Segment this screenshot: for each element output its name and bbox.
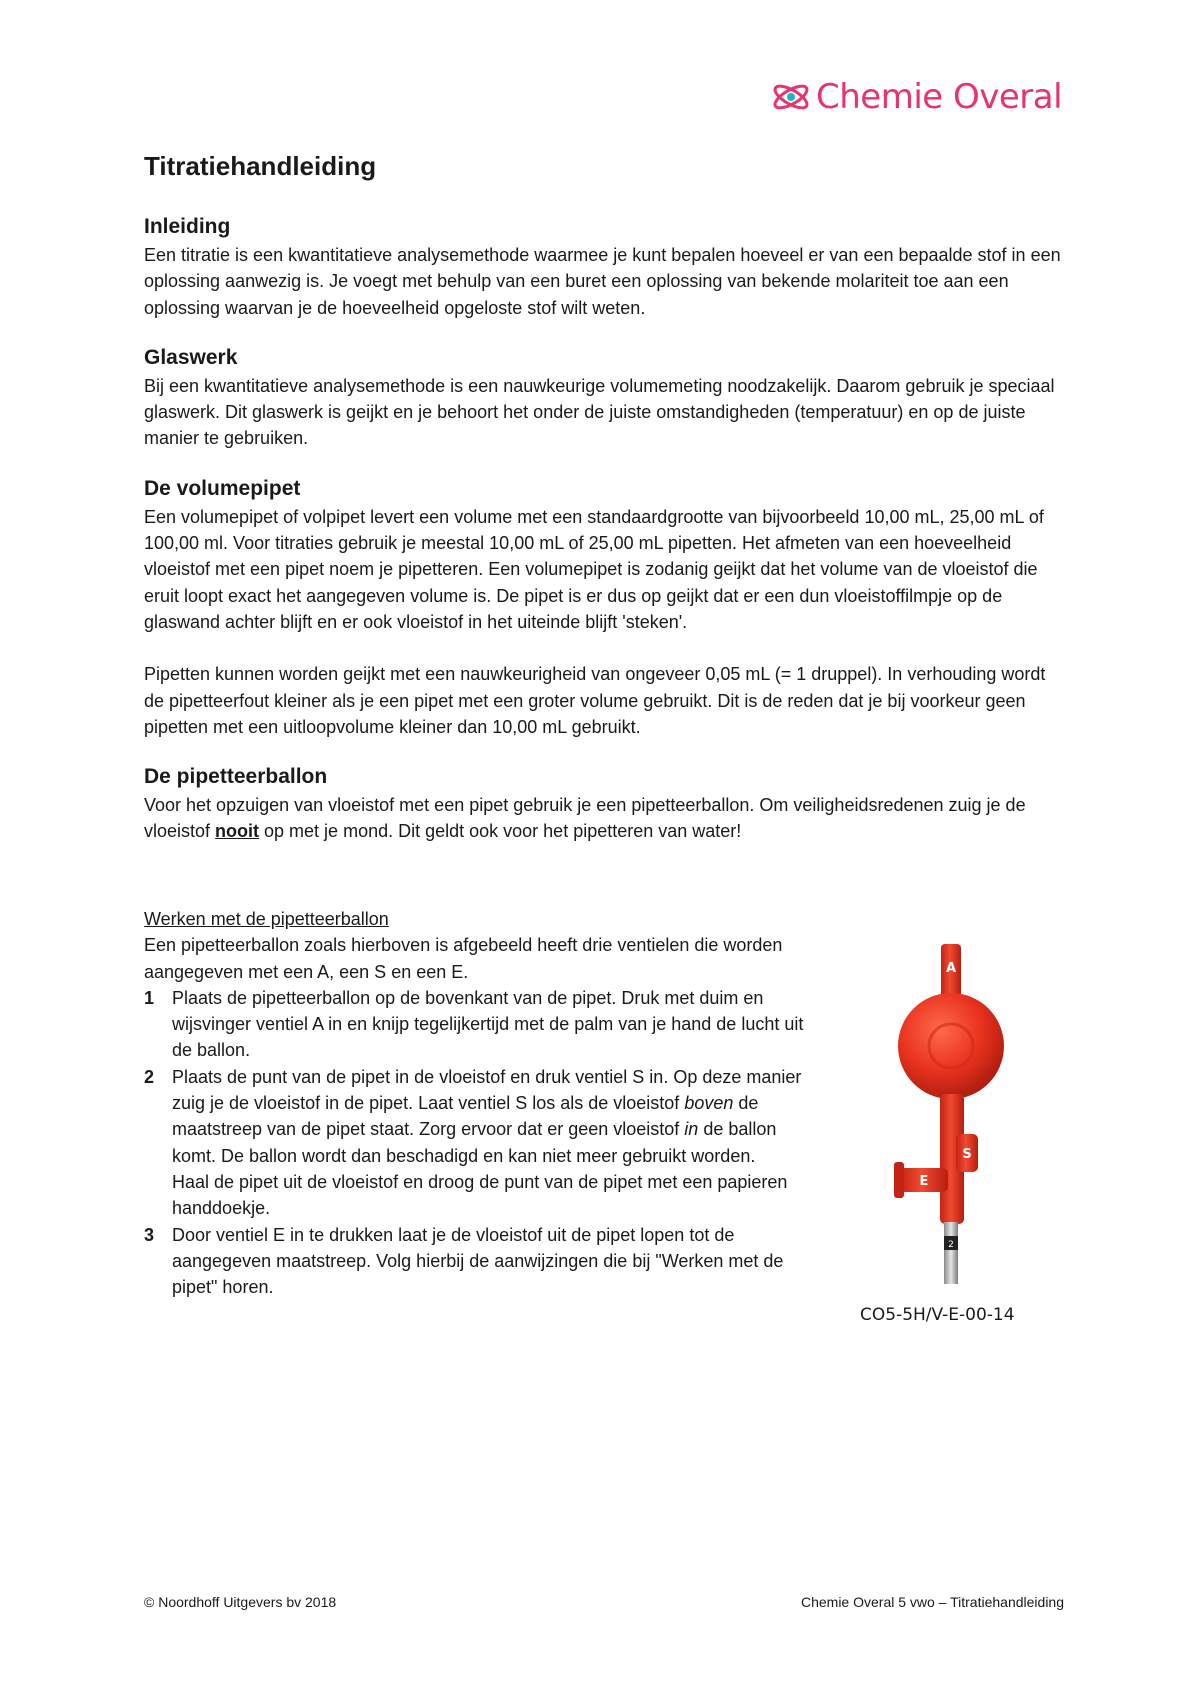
working-instructions — [144, 906, 824, 1300]
section-volumepipet — [144, 474, 1064, 740]
section-heading: De volumepipet — [144, 476, 301, 500]
pipette-bulb-figure — [880, 944, 1030, 1284]
section-heading: Glaswerk — [144, 345, 238, 369]
section-paragraph: Bij een kwantitatieve analysemethode is een nauwkeurige volumemeting noodzakelijk. Daarom gebruik je speciaal glaswerk. Dit glaswerk is geijkt en je behoort het onder de juiste omstandigheden (temperatuur) en op de juiste manier te gebruiken. — [144, 375, 1055, 449]
step-extra: Haal de pipet uit de vloeistof en droog de punt van de pipet met een papieren handdoekje. — [172, 1171, 788, 1219]
section-glaswerk — [144, 343, 1064, 452]
document-body — [144, 146, 1064, 867]
valve-label-s: S — [962, 1147, 972, 1162]
steps-list — [144, 985, 824, 1301]
subsection-title: Werken met de pipetteerballon — [144, 909, 389, 929]
section-pipetteerballon — [144, 762, 1064, 845]
section-heading: Inleiding — [144, 215, 231, 238]
footer-doc-title: Chemie Overal 5 vwo – Titratiehandleiding — [800, 1594, 1064, 1610]
step-number: 3 — [144, 1224, 155, 1245]
pipette-mark: 2 — [948, 1240, 954, 1250]
footer-copyright: © Noordhoff Uitgevers bv 2018 — [144, 1594, 337, 1610]
list-item: 1 Plaats de pipetteerballon op de bovenkant van de pipet. Druk met duim en wijsvinger ventiel A in en knijp tegelijkertijd met de palm van je hand de lucht uit de ballon. — [144, 985, 824, 1064]
section-inleiding — [144, 212, 1064, 321]
pipette-bulb-icon — [880, 944, 1030, 1284]
emphasis-never: nooit — [215, 821, 260, 842]
figure-caption: CO5-5H/V-E-00-14 — [860, 1305, 1015, 1325]
section-paragraph: Een volumepipet of volpipet levert een volume met een standaardgrootte van bijvoorbeeld 10,00 mL, 25,00 mL of 100,00 ml. Voor titraties gebruik je meestal 10,00 mL of 25,00 mL pipetten. Het afmeten van een hoeveelheid vloeistof met een pipet noem je pipetteren. Een volumepipet is zodanig geijkt dat het volume van de vloeistof die eruit loopt exact het aangegeven volume is. De pipet is er dus op geijkt dat er een dun vloeistoffilmpje op de glaswand achter blijft en er ook vloeistof in het uiteinde blijft 'steken'. — [144, 506, 1044, 632]
page-title: Titratiehandleiding — [144, 151, 377, 181]
valve-label-a: A — [945, 961, 957, 976]
section-paragraph: Pipetten kunnen worden geijkt met een nauwkeurigheid van ongeveer 0,05 mL (= 1 druppel). In verhouding wordt de pipetteerfout kleiner als je een pipet met een groter volume gebruikt. Dit is de reden dat je bij voorkeur geen pipetten met een uitloopvolume kleiner dan 10,00 mL gebruikt. — [144, 664, 1046, 737]
section-heading: De pipetteerballon — [144, 765, 328, 789]
atom-icon — [770, 76, 812, 118]
brand-logo — [770, 76, 1062, 118]
intro-paragraph: Een pipetteerballon zoals hierboven is afgebeeld heeft drie ventielen die worden aangegeven met een A, een S en een E. — [144, 935, 783, 982]
valve-label-e: E — [919, 1174, 929, 1189]
step-number: 2 — [144, 1066, 155, 1087]
list-item: 2 Plaats de punt van de pipet in de vloeistof en druk ventiel S in. Op deze manier zuig je de vloeistof in de pipet. Laat ventiel S los als de vloeistof boven de maatstreep van de pipet staat. Zorg ervoor dat er geen vloeistof in de ballon komt. De ballon wordt dan beschadigd en kan niet meer gebruikt worden. Haal de pipet uit de vloeistof en droog de punt van de pipet met een papieren handdoekje. — [144, 1064, 824, 1222]
step-number: 1 — [144, 987, 155, 1008]
section-paragraph: Voor het opzuigen van vloeistof met een pipet gebruik je een pipetteerballon. Om veiligheidsredenen zuig je de vloeistof nooit op met je mond. Dit geldt ook voor het pipetteren van water! — [144, 795, 1026, 842]
brand-name: Chemie Overal — [816, 77, 1063, 117]
list-item: 3 Door ventiel E in te drukken laat je de vloeistof uit de pipet lopen tot de aangegeven maatstreep. Volg hierbij de aanwijzingen die bij "Werken met de pipet" horen. — [144, 1222, 824, 1301]
section-paragraph: Een titratie is een kwantitatieve analysemethode waarmee je kunt bepalen hoeveel er van een bepaalde stof in een oplossing aanwezig is. Je voegt met behulp van een buret een oplossing van bekende molariteit toe aan een oplossing waarvan je de hoeveelheid opgeloste stof wilt weten. — [144, 245, 1061, 318]
